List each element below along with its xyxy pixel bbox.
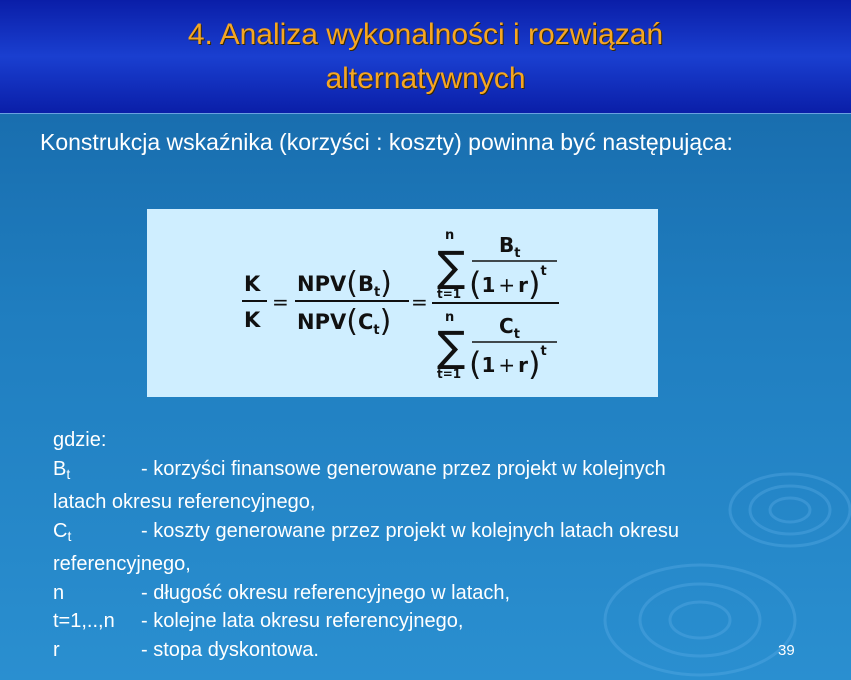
definition-term: n — [53, 581, 65, 604]
sum-bottom-lower: t=1 — [437, 367, 462, 381]
definitions-heading: gdzie: — [53, 429, 107, 451]
definition-continuation: latach okresu referencyjnego, — [53, 491, 316, 513]
definition-term: t=1,..,n — [53, 610, 115, 632]
definition-desc: - stopa dyskontowa. — [141, 638, 319, 661]
svg-text:(1+r)t: $(1 + r)^t$ — [469, 344, 547, 383]
definition-row — [53, 579, 813, 608]
formula-image — [147, 209, 658, 397]
definition-desc: - koszty generowane przez projekt w kolejnych latach okresu — [141, 519, 680, 542]
definition-term: r — [53, 638, 60, 661]
svg-text:NPV(Ct): $NPV(C_t)$ — [297, 304, 392, 339]
definition-term: $B_t$ — [53, 457, 71, 482]
definition-row — [53, 455, 813, 489]
svg-text:(1+r)t: $(1 + r)^t$ — [469, 264, 547, 303]
slide-title: 4. Analiza wykonalności i rozwiązań alternatywnych — [187, 17, 664, 95]
definition-row — [53, 636, 813, 665]
definition-row — [53, 607, 813, 636]
sum-top-symbol: ∑ — [437, 242, 466, 291]
svg-text:NPV(Bt): $NPV(B_t)$ — [297, 266, 392, 301]
formula-equals-1: = — [272, 290, 289, 314]
title-bar — [0, 0, 851, 114]
svg-text:Ct: $C_t$ — [499, 314, 520, 342]
definition-term: $C_t$ — [53, 519, 72, 544]
svg-text:Bt: $B_t$ — [499, 233, 521, 261]
sum-top-upper: n — [445, 228, 455, 243]
definition-row — [53, 517, 813, 551]
sum-top-lower: t=1 — [437, 287, 462, 301]
formula-k-bottom: K — [244, 308, 261, 332]
formula-equals-2: = — [411, 290, 428, 314]
page-number: 39 — [778, 642, 795, 659]
sum-bottom-upper: n — [445, 310, 455, 325]
definition-desc: - korzyści finansowe generowane przez projekt w kolejnych — [141, 457, 666, 480]
definition-desc: - kolejne lata okresu referencyjnego, — [141, 610, 464, 632]
definition-continuation: referencyjnego, — [53, 553, 191, 575]
intro-text: Konstrukcja wskaźnika (korzyści : koszty) powinna być następująca: — [40, 129, 733, 155]
definition-desc: - długość okresu referencyjnego w latach, — [141, 581, 511, 604]
sum-bottom-symbol: ∑ — [437, 322, 466, 371]
formula-k-top: K — [244, 272, 261, 296]
definitions-list — [53, 426, 813, 664]
